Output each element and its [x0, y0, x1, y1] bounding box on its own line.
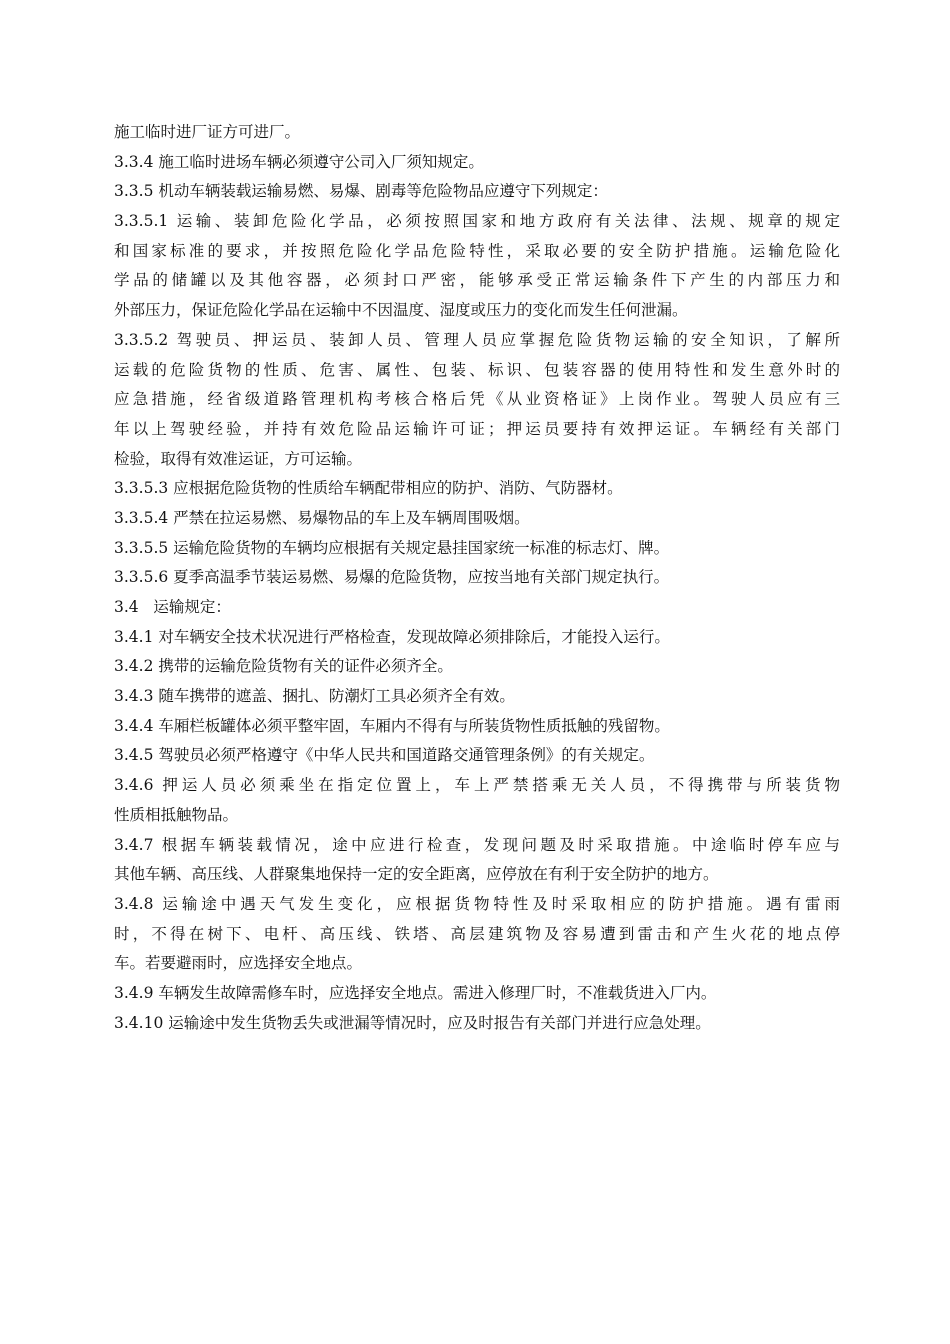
text-line: 3.4.5 驾驶员必须严格遵守《中华人民共和国道路交通管理条例》的有关规定。 — [114, 746, 655, 765]
text-line: 3.4.9 车辆发生故障需修车时，应选择安全地点。需进入修理厂时，不准载货进入厂内。 — [114, 983, 717, 1002]
document-body — [114, 118, 840, 1038]
text-line: 3.3.4 施工临时进场车辆必须遵守公司入厂须知规定。 — [114, 152, 484, 171]
text-line: 3.3.5.3 应根据危险货物的性质给车辆配带相应的防护、消防、气防器材。 — [114, 479, 623, 498]
text-line: 和国家标准的要求，并按照危险化学品危险特性，采取必要的安全防护措施。运输危险化 — [114, 241, 840, 260]
text-line: 3.4.10 运输途中发生货物丢失或泄漏等情况时，应及时报告有关部门并进行应急处理。 — [114, 1013, 711, 1032]
text-line: 车。若要避雨时，应选择安全地点。 — [114, 954, 363, 973]
text-line: 外部压力，保证危险化学品在运输中不因温度、湿度或压力的变化而发生任何泄漏。 — [114, 301, 688, 320]
text-line: 3.3.5.6 夏季高温季节装运易燃、易爆的危险货物，应按当地有关部门规定执行。 — [114, 568, 670, 587]
text-line: 3.4.1 对车辆安全技术状况进行严格检查，发现故障必须排除后，才能投入运行。 — [114, 627, 670, 646]
text-line: 其他车辆、高压线、人群聚集地保持一定的安全距离，应停放在有利于安全防护的地方。 — [114, 865, 719, 884]
text-line: 3.4.4 车厢栏板罐体必须平整牢固，车厢内不得有与所装货物性质抵触的残留物。 — [114, 716, 670, 735]
text-line: 年以上驾驶经验，并持有效危险品运输许可证；押运员要持有效押运证。车辆经有关部门 — [114, 419, 840, 438]
text-line: 3.3.5.4 严禁在拉运易燃、易爆物品的车上及车辆周围吸烟。 — [114, 508, 530, 527]
text-line: 3.3.5.5 运输危险货物的车辆均应根据有关规定悬挂国家统一标准的标志灯、牌。 — [114, 538, 670, 557]
section-heading: 3.4 运输规定： — [114, 598, 231, 616]
text-line: 检验，取得有效准运证，方可运输。 — [114, 449, 363, 468]
text-line: 施工临时进厂证方可进厂。 — [114, 123, 301, 141]
text-line: 3.4.8 运输途中遇天气发生变化，应根据货物特性及时采取相应的防护措施。遇有雷雨 — [114, 894, 840, 913]
text-line: 性质相抵触物品。 — [114, 805, 239, 824]
text-line: 时，不得在树下、电杆、高压线、铁塔、高层建筑物及容易遭到雷击和产生火花的地点停 — [114, 924, 840, 943]
text-line: 3.4.3 随车携带的遮盖、捆扎、防潮灯工具必须齐全有效。 — [114, 687, 515, 706]
text-line: 学品的储罐以及其他容器，必须封口严密，能够承受正常运输条件下产生的内部压力和 — [114, 271, 840, 290]
text-line: 3.4.2 携带的运输危险货物有关的证件必须齐全。 — [114, 657, 453, 676]
text-line: 3.4.7 根据车辆装载情况，途中应进行检查，发现问题及时采取措施。中途临时停车应与 — [114, 835, 840, 854]
text-line: 3.3.5 机动车辆装载运输易燃、易爆、剧毒等危险物品应遵守下列规定： — [114, 182, 608, 201]
text-line: 3.3.5.2 驾驶员、押运员、装卸人员、管理人员应掌握危险货物运输的安全知识，了解所 — [114, 330, 840, 349]
text-line: 3.3.5.1 运输、装卸危险化学品，必须按照国家和地方政府有关法律、法规、规章的规定 — [114, 212, 840, 231]
text-line: 3.4.6 押运人员必须乘坐在指定位置上，车上严禁搭乘无关人员，不得携带与所装货物 — [114, 776, 840, 795]
text-line: 运载的危险货物的性质、危害、属性、包装、标识、包装容器的使用特性和发生意外时的 — [114, 360, 840, 379]
text-line: 应急措施，经省级道路管理机构考核合格后凭《从业资格证》上岗作业。驾驶人员应有三 — [114, 390, 840, 409]
